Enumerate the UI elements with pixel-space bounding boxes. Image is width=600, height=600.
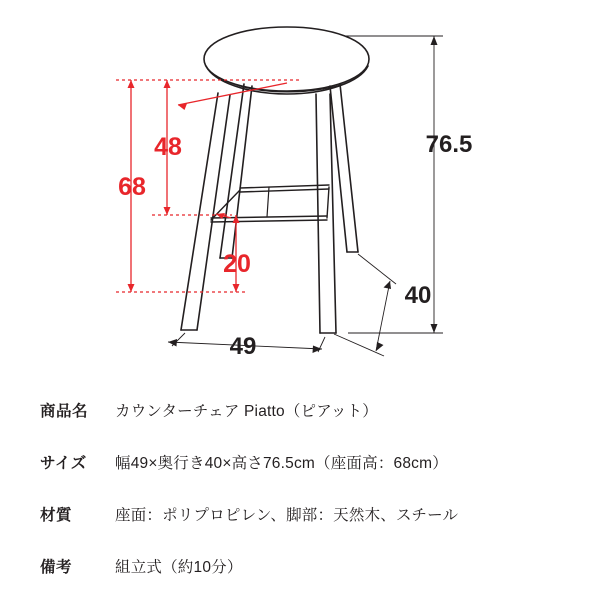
dimension-label-seat-to-footrest: 48 (154, 133, 182, 161)
dim-line-40 (376, 281, 390, 351)
footrest-right-rail (327, 187, 329, 218)
ext-depth-lower (334, 334, 384, 356)
spec-label-product-name: 商品名 (40, 403, 89, 420)
arrow-48-bottom (164, 207, 171, 215)
spec-value-remarks: 組立式（約10分） (115, 559, 243, 576)
ext-depth-upper (358, 254, 396, 284)
spec-label-remarks: 備考 (40, 559, 73, 576)
dimension-label-width: 49 (229, 333, 257, 360)
arrow-20-top (233, 215, 240, 223)
spec-label-material: 材質 (40, 507, 73, 524)
dimension-label-footrest-height: 20 (223, 250, 251, 278)
spec-label-size: サイズ (40, 455, 87, 472)
arrow-40-top (384, 281, 392, 289)
footrest-back-rail-lower (240, 189, 329, 192)
arrow-68-top (128, 80, 135, 88)
leg-front-left-outer (181, 93, 218, 330)
arrow-48-top (164, 80, 171, 88)
chair-illustration (181, 27, 369, 333)
leg-front-left-inner (197, 95, 230, 330)
arrow-765-top (431, 36, 438, 45)
arrow-40-bottom (376, 342, 384, 351)
spec-value-size: 幅49×奥行き40×高さ76.5cm（座面高：68cm） (115, 455, 448, 472)
spec-value-material: 座面：ポリプロピレン、脚部：天然木、スチール (115, 507, 459, 524)
spec-row-remarks (0, 541, 600, 591)
footrest-front-rail-lower (211, 220, 327, 222)
spec-row-product-name (0, 385, 600, 435)
dimension-label-total-height: 76.5 (425, 131, 473, 158)
dimension-label-depth: 40 (404, 282, 432, 309)
leg-back-right-inner (340, 84, 358, 252)
spec-table (0, 385, 600, 600)
leg-back-left-inner (232, 86, 252, 258)
seat-top (204, 27, 369, 91)
arrow-765-bottom (431, 324, 438, 333)
arrow-20-bottom (233, 284, 240, 292)
spec-row-material (0, 489, 600, 539)
footrest-back-rail (240, 185, 329, 188)
leg-front-right-outer (316, 94, 320, 333)
spec-row-size (0, 437, 600, 487)
spec-value-product-name: カウンターチェア Piatto（ピアット） (115, 403, 378, 420)
dimension-label-seat-height: 68 (118, 173, 146, 201)
arrow-68-bottom (128, 284, 135, 292)
leg-back-left-outer (220, 84, 244, 258)
